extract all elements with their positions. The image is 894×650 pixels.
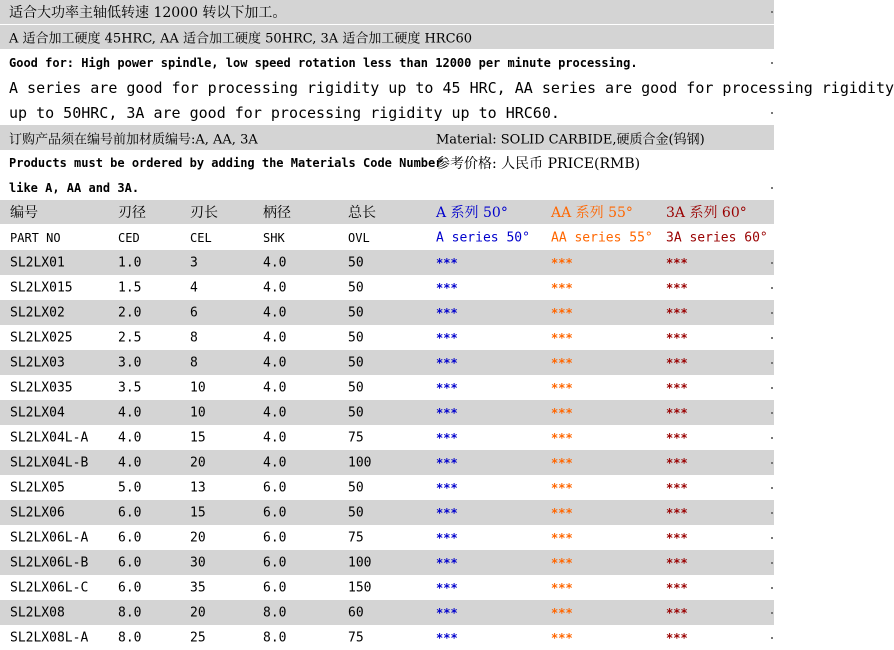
cell-price-aa: *** xyxy=(551,255,573,270)
cell-shk: 4.0 xyxy=(263,280,287,295)
header-ced-cn: 刃径 xyxy=(118,205,146,221)
cell-price-3a: *** xyxy=(666,280,688,295)
cell-part-no: SL2LX06L-B xyxy=(10,555,89,570)
cell-price-3a: *** xyxy=(666,505,688,520)
cell-ovl: 50 xyxy=(348,380,364,395)
cell-part-no: SL2LX06L-A xyxy=(10,530,89,545)
cell-cel: 30 xyxy=(190,555,206,570)
cell-price-3a: *** xyxy=(666,255,688,270)
cell-price-a: *** xyxy=(436,380,458,395)
header-part-no: PART NO xyxy=(10,230,61,245)
cell-ovl: 150 xyxy=(348,580,372,595)
cell-cel: 15 xyxy=(190,430,206,445)
cell-edge xyxy=(771,412,773,414)
cell-price-3a: *** xyxy=(666,455,688,470)
cell-price-a: *** xyxy=(436,630,458,645)
cell-price-3a: *** xyxy=(666,480,688,495)
cell-ced: 8.0 xyxy=(118,630,142,645)
cell-price-a: *** xyxy=(436,555,458,570)
cell-price-a: *** xyxy=(436,480,458,495)
order-en-row2 xyxy=(0,175,774,200)
cell-shk: 4.0 xyxy=(263,455,287,470)
cell-part-no: SL2LX04 xyxy=(10,405,65,420)
cell-cel: 10 xyxy=(190,380,206,395)
cell-edge xyxy=(771,512,773,514)
cell-ced: 4.0 xyxy=(118,430,142,445)
cell-price-3a: *** xyxy=(666,555,688,570)
cell-price-aa: *** xyxy=(551,430,573,445)
series-text-line2: up to 50HRC, 3A are good for processing rigidity up to HRC60. xyxy=(9,103,560,122)
cell-part-no: SL2LX03 xyxy=(10,355,65,370)
cell-ced: 3.0 xyxy=(118,355,142,370)
good-for-row xyxy=(0,50,774,75)
cell-price-a: *** xyxy=(436,280,458,295)
table-body xyxy=(0,250,774,650)
order-en-row xyxy=(0,150,774,175)
cell-cel: 25 xyxy=(190,630,206,645)
cell-edge xyxy=(771,462,773,464)
cell-price-3a: *** xyxy=(666,330,688,345)
cell-shk: 4.0 xyxy=(263,330,287,345)
intro-hardness-row xyxy=(0,25,774,50)
cell-cel: 6 xyxy=(190,305,198,320)
table-row xyxy=(0,250,774,275)
cell-price-aa: *** xyxy=(551,455,573,470)
cell-cel: 8 xyxy=(190,330,198,345)
cell-edge xyxy=(771,587,773,589)
cell-price-aa: *** xyxy=(551,630,573,645)
cell-price-3a: *** xyxy=(666,630,688,645)
cell-price-aa: *** xyxy=(551,355,573,370)
cell-price-3a: *** xyxy=(666,580,688,595)
cell-edge xyxy=(771,612,773,614)
cell-price-aa: *** xyxy=(551,330,573,345)
table-row xyxy=(0,400,774,425)
cell-price-aa: *** xyxy=(551,555,573,570)
good-for-text: Good for: High power spindle, low speed rotation less than 12000 per minute processing. xyxy=(9,55,638,70)
cell-ovl: 50 xyxy=(348,355,364,370)
cell-price-a: *** xyxy=(436,405,458,420)
cell-shk: 4.0 xyxy=(263,355,287,370)
cell-ovl: 50 xyxy=(348,305,364,320)
table-row xyxy=(0,525,774,550)
table-row xyxy=(0,550,774,575)
cell-cel: 20 xyxy=(190,455,206,470)
cell-price-aa: *** xyxy=(551,505,573,520)
series-text-line1: A series are good for processing rigidity up to 45 HRC, AA series are good for processing rigidity xyxy=(9,78,894,97)
table-row xyxy=(0,425,774,450)
cell-part-no: SL2LX06 xyxy=(10,505,65,520)
cell-part-no: SL2LX015 xyxy=(10,280,73,295)
cell-price-3a: *** xyxy=(666,430,688,445)
cell-edge xyxy=(771,112,773,114)
cell-shk: 8.0 xyxy=(263,630,287,645)
cell-cel: 8 xyxy=(190,355,198,370)
cell-price-aa: *** xyxy=(551,605,573,620)
table-row xyxy=(0,300,774,325)
cell-part-no: SL2LX08 xyxy=(10,605,65,620)
header-aa-series: AA series 55° xyxy=(551,230,653,245)
cell-ovl: 50 xyxy=(348,480,364,495)
cell-ovl: 100 xyxy=(348,455,372,470)
intro-title: 适合大功率主轴低转速 12000 转以下加工。 xyxy=(9,5,287,21)
table-row xyxy=(0,625,774,650)
cell-ced: 4.0 xyxy=(118,405,142,420)
cell-shk: 4.0 xyxy=(263,430,287,445)
cell-cel: 20 xyxy=(190,605,206,620)
cell-ovl: 75 xyxy=(348,630,364,645)
cell-cel: 15 xyxy=(190,505,206,520)
series-line2-row xyxy=(0,100,774,125)
cell-part-no: SL2LX01 xyxy=(10,255,65,270)
table-row xyxy=(0,575,774,600)
cell-ced: 1.0 xyxy=(118,255,142,270)
cell-price-a: *** xyxy=(436,330,458,345)
table-row xyxy=(0,475,774,500)
cell-edge xyxy=(771,562,773,564)
cell-price-a: *** xyxy=(436,305,458,320)
cell-price-a: *** xyxy=(436,430,458,445)
cell-edge xyxy=(771,637,773,639)
cell-shk: 4.0 xyxy=(263,305,287,320)
cell-shk: 4.0 xyxy=(263,255,287,270)
header-cel: CEL xyxy=(190,230,212,245)
cell-price-aa: *** xyxy=(551,480,573,495)
cell-ced: 5.0 xyxy=(118,480,142,495)
cell-cel: 35 xyxy=(190,580,206,595)
cell-price-aa: *** xyxy=(551,305,573,320)
header-aa-series-cn: AA 系列 55° xyxy=(551,205,633,221)
cell-cel: 3 xyxy=(190,255,198,270)
cell-shk: 4.0 xyxy=(263,405,287,420)
table-row xyxy=(0,450,774,475)
cell-ced: 3.5 xyxy=(118,380,142,395)
table-row xyxy=(0,500,774,525)
cell-ced: 6.0 xyxy=(118,580,142,595)
header-3a-series: 3A series 60° xyxy=(666,230,768,245)
table-header-cn xyxy=(0,200,774,225)
cell-price-a: *** xyxy=(436,455,458,470)
cell-shk: 6.0 xyxy=(263,505,287,520)
cell-shk: 8.0 xyxy=(263,605,287,620)
cell-edge xyxy=(771,11,773,13)
header-cel-cn: 刃长 xyxy=(190,205,218,221)
cell-price-a: *** xyxy=(436,505,458,520)
cell-ovl: 50 xyxy=(348,505,364,520)
header-ovl-cn: 总长 xyxy=(348,205,376,221)
cell-ced: 6.0 xyxy=(118,530,142,545)
header-a-series: A series 50° xyxy=(436,230,530,245)
cell-price-3a: *** xyxy=(666,355,688,370)
cell-shk: 6.0 xyxy=(263,580,287,595)
cell-ovl: 50 xyxy=(348,405,364,420)
cell-edge xyxy=(771,62,773,64)
cell-part-no: SL2LX02 xyxy=(10,305,65,320)
order-note-cn: 订购产品须在编号前加材质编号:A, AA, 3A xyxy=(9,132,258,147)
header-shk-cn: 柄径 xyxy=(263,205,291,221)
header-a-series-cn: A 系列 50° xyxy=(436,205,508,221)
cell-part-no: SL2LX06L-C xyxy=(10,580,89,595)
cell-part-no: SL2LX04L-A xyxy=(10,430,89,445)
series-line1-row xyxy=(0,75,894,100)
cell-edge xyxy=(771,312,773,314)
header-3a-series-cn: 3A 系列 60° xyxy=(666,205,747,221)
cell-edge xyxy=(771,537,773,539)
cell-ovl: 100 xyxy=(348,555,372,570)
cell-ovl: 50 xyxy=(348,330,364,345)
cell-ced: 2.0 xyxy=(118,305,142,320)
cell-ced: 8.0 xyxy=(118,605,142,620)
cell-shk: 6.0 xyxy=(263,530,287,545)
cell-ced: 4.0 xyxy=(118,455,142,470)
cell-cel: 13 xyxy=(190,480,206,495)
cell-ovl: 75 xyxy=(348,430,364,445)
cell-ovl: 50 xyxy=(348,280,364,295)
cell-ced: 2.5 xyxy=(118,330,142,345)
cell-ovl: 60 xyxy=(348,605,364,620)
cell-ced: 1.5 xyxy=(118,280,142,295)
cell-shk: 6.0 xyxy=(263,480,287,495)
header-part-no-cn: 编号 xyxy=(10,205,38,221)
cell-shk: 6.0 xyxy=(263,555,287,570)
cell-price-aa: *** xyxy=(551,580,573,595)
cell-price-3a: *** xyxy=(666,530,688,545)
cell-cel: 20 xyxy=(190,530,206,545)
cell-edge xyxy=(771,437,773,439)
cell-ced: 6.0 xyxy=(118,555,142,570)
table-row xyxy=(0,600,774,625)
cell-ovl: 75 xyxy=(348,530,364,545)
table-row xyxy=(0,375,774,400)
cell-part-no: SL2LX035 xyxy=(10,380,73,395)
table-row xyxy=(0,350,774,375)
cell-price-3a: *** xyxy=(666,405,688,420)
cell-part-no: SL2LX025 xyxy=(10,330,73,345)
cell-price-aa: *** xyxy=(551,530,573,545)
cell-price-3a: *** xyxy=(666,380,688,395)
cell-edge xyxy=(771,187,773,189)
cell-price-a: *** xyxy=(436,605,458,620)
cell-edge xyxy=(771,387,773,389)
cell-edge xyxy=(771,262,773,264)
header-ovl: OVL xyxy=(348,230,370,245)
cell-ovl: 50 xyxy=(348,255,364,270)
order-note-en-line1: Products must be ordered by adding the Materials Code Number xyxy=(9,155,443,170)
cell-price-a: *** xyxy=(436,255,458,270)
cell-edge xyxy=(771,287,773,289)
cell-price-aa: *** xyxy=(551,380,573,395)
cell-ced: 6.0 xyxy=(118,505,142,520)
order-note-row xyxy=(0,125,774,150)
cell-price-3a: *** xyxy=(666,605,688,620)
intro-title-row xyxy=(0,0,774,25)
cell-price-3a: *** xyxy=(666,305,688,320)
cell-cel: 10 xyxy=(190,405,206,420)
cell-edge xyxy=(771,337,773,339)
cell-shk: 4.0 xyxy=(263,380,287,395)
cell-price-aa: *** xyxy=(551,280,573,295)
cell-edge xyxy=(771,362,773,364)
header-ced: CED xyxy=(118,230,140,245)
price-label: 参考价格: 人民币 PRICE(RMB) xyxy=(436,155,641,172)
cell-price-aa: *** xyxy=(551,405,573,420)
order-note-en-line2: like A, AA and 3A. xyxy=(9,180,140,195)
table-header-en xyxy=(0,225,774,250)
cell-price-a: *** xyxy=(436,355,458,370)
cell-part-no: SL2LX08L-A xyxy=(10,630,89,645)
table-row xyxy=(0,275,774,300)
cell-edge xyxy=(771,487,773,489)
table-row xyxy=(0,325,774,350)
cell-price-a: *** xyxy=(436,530,458,545)
material-label: Material: SOLID CARBIDE,硬质合金(钨钢) xyxy=(436,132,705,147)
cell-price-a: *** xyxy=(436,580,458,595)
cell-cel: 4 xyxy=(190,280,198,295)
header-shk: SHK xyxy=(263,230,285,245)
cell-part-no: SL2LX05 xyxy=(10,480,65,495)
cell-part-no: SL2LX04L-B xyxy=(10,455,89,470)
intro-hardness: A 适合加工硬度 45HRC, AA 适合加工硬度 50HRC, 3A 适合加工硬度 HRC60 xyxy=(9,31,473,47)
